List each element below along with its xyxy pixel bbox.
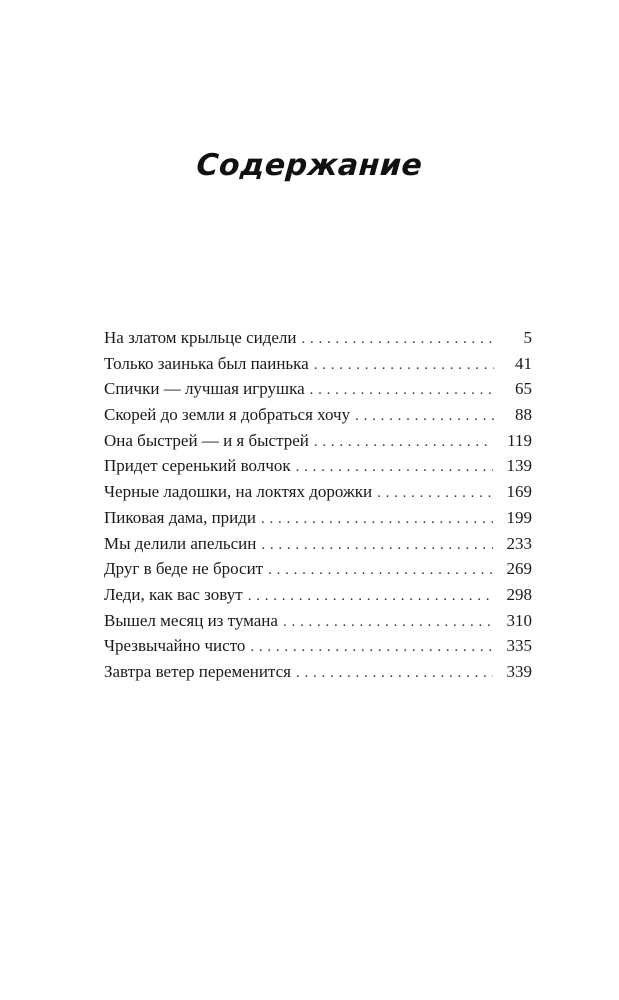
toc-entry-title: Завтра ветер переменится [104, 661, 291, 681]
toc-entry-title: Она быстрей — и я быстрей [104, 430, 309, 450]
toc-entry [104, 402, 532, 428]
toc-entry-title: Чрезвычайно чисто [104, 636, 246, 656]
dot-leader [296, 455, 493, 481]
toc-entry-page-number: 169 [506, 482, 532, 502]
dot-leader [268, 558, 492, 584]
toc-entry-page-number: 5 [523, 328, 532, 347]
table-of-contents [104, 325, 532, 685]
toc-entry [104, 556, 532, 582]
toc-entry [104, 608, 532, 634]
toc-entry [104, 659, 532, 685]
dot-leader [248, 584, 493, 610]
dot-leader [355, 404, 494, 430]
dot-leader [310, 378, 494, 404]
dot-leader [377, 481, 492, 507]
toc-entry-title: На златом крыльце сидели [104, 328, 297, 347]
toc-entry-page-number: 269 [506, 559, 532, 579]
toc-entry-page-number: 335 [506, 636, 532, 656]
toc-entry-page-number: 139 [506, 456, 532, 476]
dot-leader [314, 353, 494, 379]
toc-entry [104, 633, 532, 659]
toc-entry-page-number: 88 [515, 405, 532, 425]
toc-entry-title: Спички — лучшая игрушка [104, 379, 305, 399]
toc-entry-page-number: 119 [507, 430, 532, 450]
toc-entry-title: Леди, как вас зовут [104, 584, 243, 604]
page-title: Содержание [195, 148, 424, 184]
toc-entry [104, 325, 532, 351]
toc-entry [104, 428, 532, 454]
toc-entry-title: Пиковая дама, приди [104, 507, 257, 527]
toc-entry-title: Друг в беде не бросит [104, 559, 264, 579]
dot-leader [250, 635, 492, 661]
toc-entry [104, 505, 532, 531]
dot-leader [296, 661, 493, 687]
toc-entry-page-number: 199 [506, 507, 532, 527]
toc-entry [104, 453, 532, 479]
toc-entry-page-number: 298 [506, 584, 532, 604]
toc-entry [104, 351, 532, 377]
toc-entry-title: Только заинька был паинька [104, 353, 309, 373]
dot-leader [302, 327, 495, 353]
dot-leader [314, 430, 493, 456]
toc-entry [104, 531, 532, 557]
toc-entry-title: Мы делили апельсин [104, 533, 257, 553]
toc-entry [104, 376, 532, 402]
dot-leader [283, 610, 493, 636]
toc-entry-title: Вышел месяц из тумана [104, 610, 278, 630]
toc-entry-page-number: 339 [506, 661, 532, 681]
toc-entry-page-number: 233 [506, 533, 532, 553]
dot-leader [261, 507, 492, 533]
toc-entry [104, 582, 532, 608]
toc-entry-page-number: 41 [515, 353, 532, 373]
toc-entry-title: Придет серенький волчок [104, 456, 291, 476]
toc-entry [104, 479, 532, 505]
toc-entry-title: Скорей до земли я добраться хочу [104, 405, 351, 425]
toc-entry-title: Черные ладошки, на локтях дорожки [104, 482, 373, 502]
dot-leader [261, 533, 492, 559]
toc-entry-page-number: 310 [506, 610, 532, 630]
toc-entry-page-number: 65 [515, 379, 532, 399]
